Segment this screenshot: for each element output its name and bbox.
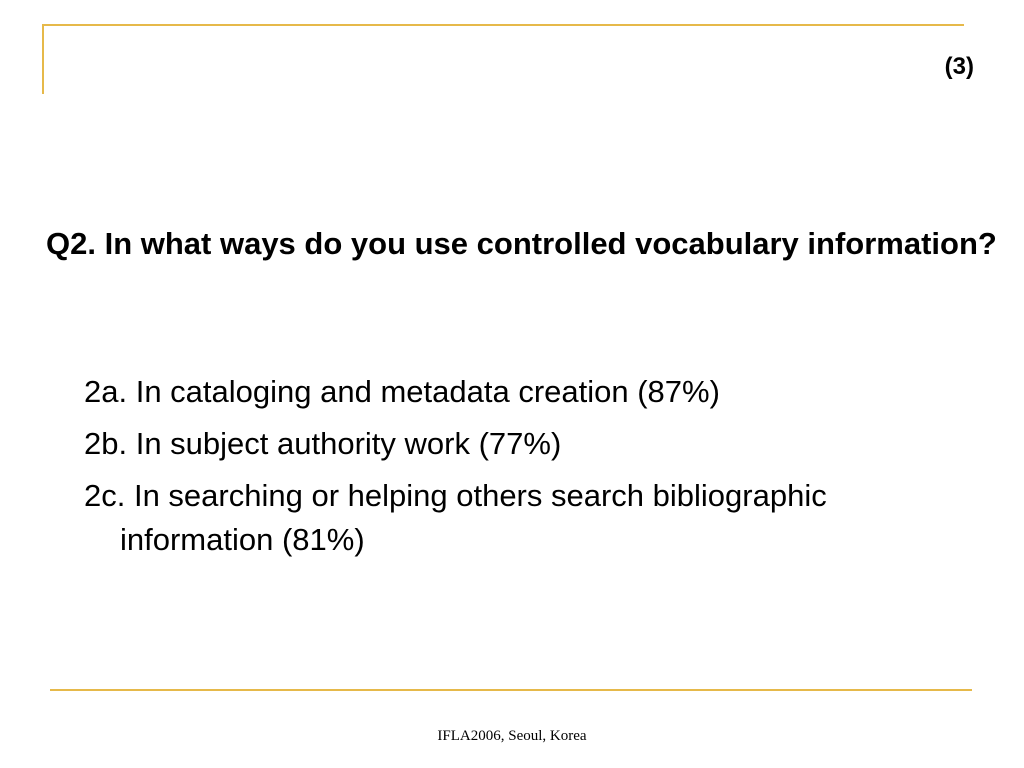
answer-item-2c: 2c. In searching or helping others search bibliographic information (81%) [84, 478, 827, 557]
answer-item-2a: 2a. In cataloging and metadata creation (87%) [84, 374, 720, 409]
answer-item-2b: 2b. In subject authority work (77%) [84, 426, 562, 461]
top-rule-horizontal [42, 24, 964, 26]
question-text: Q2. In what ways do you use controlled vocabulary information? [46, 226, 997, 261]
answer-list [84, 370, 964, 570]
top-rule-vertical [42, 24, 44, 94]
bottom-rule [50, 689, 972, 691]
footer-text: IFLA2006, Seoul, Korea [437, 728, 587, 744]
slide-number: (3) [944, 53, 974, 80]
